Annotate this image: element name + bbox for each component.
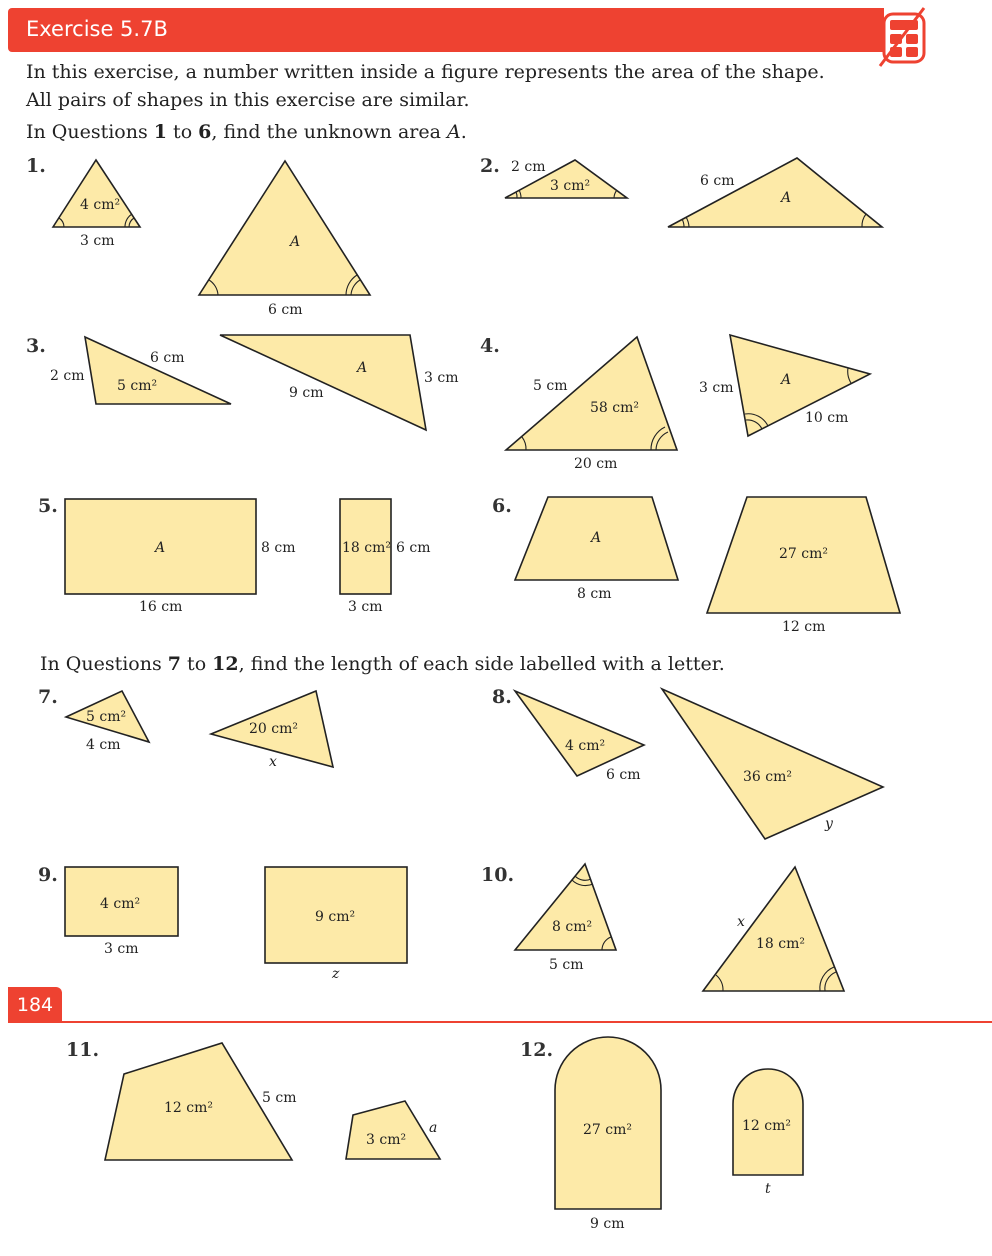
side-label: 3 cm: [699, 380, 734, 396]
q8-small-triangle: [515, 691, 644, 776]
area-label: 5 cm²: [117, 378, 158, 394]
page-number: 184: [8, 987, 62, 1023]
intro-line-2: All pairs of shapes in this exercise are similar.: [26, 89, 470, 111]
question-12: [520, 1037, 803, 1232]
side-label: 5 cm: [533, 378, 568, 394]
instruction-number: 6: [198, 121, 212, 143]
q10-large-triangle: [703, 867, 844, 991]
instruction-text: to: [181, 653, 213, 675]
side-label: 5 cm: [262, 1090, 297, 1106]
area-label: 12 cm²: [164, 1100, 213, 1116]
question-number: 8.: [492, 686, 512, 708]
area-label: A: [781, 372, 792, 388]
area-label: 27 cm²: [583, 1122, 632, 1138]
instruction-text: to: [167, 121, 199, 143]
question-9: [38, 864, 407, 982]
area-label: 3 cm²: [550, 178, 591, 194]
question-number: 12.: [520, 1039, 554, 1061]
instruction-text: , find the unknown area: [211, 121, 447, 143]
area-label: 18 cm²: [756, 936, 805, 952]
q3-small-triangle: [85, 337, 231, 404]
side-label: 10 cm: [805, 410, 849, 426]
side-label: 8 cm: [261, 540, 296, 556]
instruction-text: , find the length of each side labelled with a letter.: [238, 653, 725, 675]
side-label: 6 cm: [396, 540, 431, 556]
area-label: A: [290, 234, 301, 250]
area-label: 36 cm²: [743, 769, 792, 785]
side-label: 6 cm: [700, 173, 735, 189]
instruction-number: 7: [167, 653, 182, 675]
question-7: [38, 686, 333, 770]
side-label: 20 cm: [574, 456, 618, 472]
question-number: 7.: [38, 686, 58, 708]
side-label: 3 cm: [424, 370, 459, 386]
side-label: x: [269, 754, 277, 770]
question-6: [492, 495, 900, 635]
side-label: 4 cm: [86, 737, 121, 753]
area-label: 4 cm²: [80, 197, 121, 213]
side-label: 3 cm: [348, 599, 383, 615]
side-label: 12 cm: [782, 619, 826, 635]
side-label: t: [765, 1181, 771, 1197]
side-label: y: [825, 816, 833, 832]
q1-small-triangle: [53, 160, 140, 227]
intro-line-1: In this exercise, a number written inside a figure represents the area of the shape.: [26, 61, 825, 83]
side-label: 3 cm: [80, 233, 115, 249]
area-label: 58 cm²: [590, 400, 639, 416]
area-label: A: [781, 190, 792, 206]
area-label: 5 cm²: [86, 709, 127, 725]
question-number: 3.: [26, 335, 46, 357]
q11-small-quadrilateral: [346, 1101, 440, 1159]
question-number: 11.: [66, 1039, 100, 1061]
area-label: 4 cm²: [565, 738, 606, 754]
side-label: 2 cm: [511, 159, 546, 175]
q2-large-triangle: [668, 158, 882, 227]
area-label: 8 cm²: [552, 919, 593, 935]
area-label: A: [591, 530, 602, 546]
q1-large-triangle: [199, 161, 370, 295]
question-1: [26, 155, 370, 318]
side-label: 9 cm: [590, 1216, 625, 1232]
instruction-number: 1: [153, 121, 168, 143]
question-5: [38, 495, 430, 615]
question-2: [480, 155, 882, 227]
question-3: [26, 335, 458, 430]
side-label: z: [332, 966, 340, 982]
question-number: 2.: [480, 155, 500, 177]
side-label: 8 cm: [577, 586, 612, 602]
question-4: [480, 335, 870, 472]
area-label: 27 cm²: [779, 546, 828, 562]
side-label: 3 cm: [104, 941, 139, 957]
q8-large-triangle: [662, 689, 883, 839]
side-label: 5 cm: [549, 957, 584, 973]
question-number: 4.: [480, 335, 500, 357]
side-label: 6 cm: [606, 767, 641, 783]
exercise-title: Exercise 5.7B: [26, 17, 168, 41]
side-label: 9 cm: [289, 385, 324, 401]
instruction-text: .: [460, 121, 467, 143]
question-number: 9.: [38, 864, 58, 886]
area-label: 12 cm²: [742, 1118, 791, 1134]
instruction-number: 12: [212, 653, 239, 675]
side-label: a: [429, 1120, 438, 1136]
question-number: 5.: [38, 495, 58, 517]
side-label: 6 cm: [268, 302, 303, 318]
q4-large-triangle: [730, 335, 870, 436]
question-number: 6.: [492, 495, 512, 517]
question-8: [492, 686, 883, 839]
instruction-text: In Questions: [26, 121, 154, 143]
question-11: [66, 1039, 440, 1160]
area-label: A: [357, 360, 368, 376]
area-label: 4 cm²: [100, 896, 141, 912]
q3-large-triangle: [220, 335, 426, 430]
q4-small-triangle: [506, 337, 677, 450]
side-label: x: [737, 914, 745, 930]
area-label: 20 cm²: [249, 721, 298, 737]
question-number: 10.: [481, 864, 515, 886]
q10-small-triangle: [515, 864, 616, 950]
instruction-text: In Questions: [40, 653, 168, 675]
area-label: 3 cm²: [366, 1132, 407, 1148]
side-label: 2 cm: [50, 368, 85, 384]
side-label: 6 cm: [150, 350, 185, 366]
side-label: 16 cm: [139, 599, 183, 615]
question-10: [481, 864, 844, 991]
area-label: 9 cm²: [315, 909, 356, 925]
area-label: A: [155, 540, 166, 556]
page-divider: [8, 1021, 992, 1023]
instruction-variable: A: [446, 121, 461, 143]
question-number: 1.: [26, 155, 46, 177]
area-label: 18 cm²: [342, 540, 391, 556]
